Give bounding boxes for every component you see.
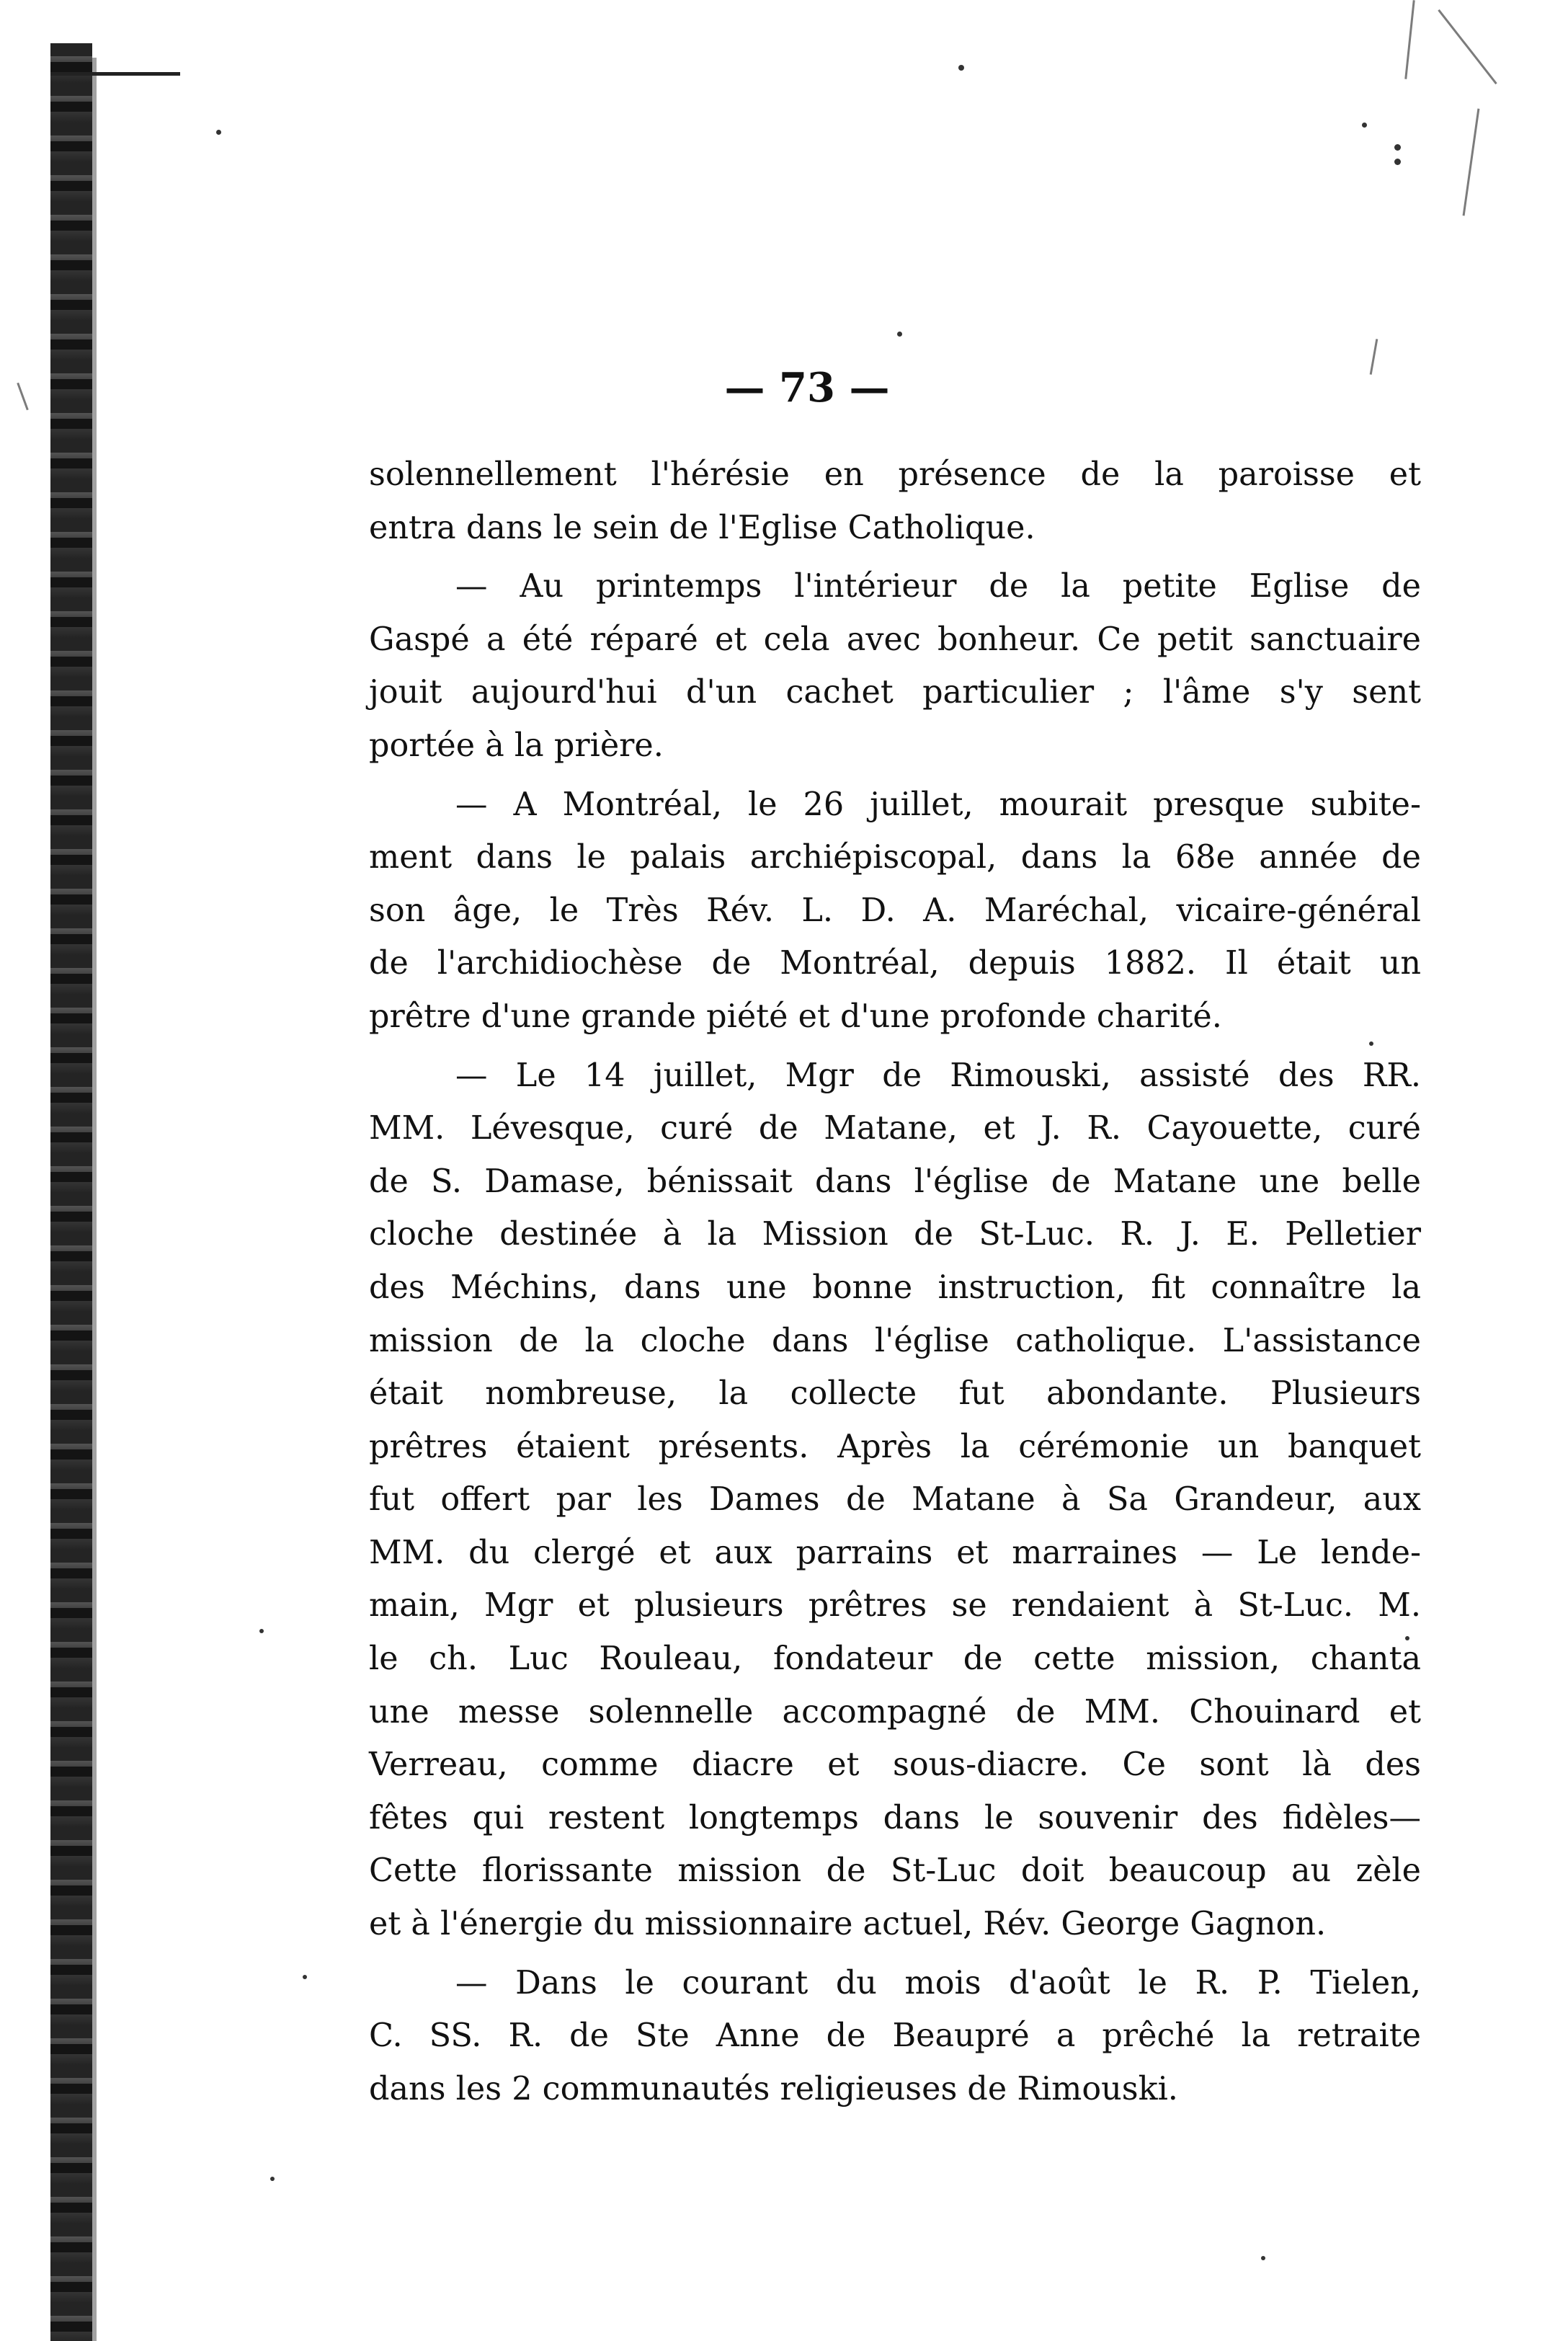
text-line: mission de la cloche dans l'église catholique. L'assistance (369, 1322, 1421, 1359)
text-line: une messe solennelle accompagné de MM. Chouinard et (369, 1693, 1421, 1731)
text-line: — Le 14 juillet, Mgr de Rimouski, assisté des RR. (455, 1057, 1421, 1094)
scan-speck (216, 130, 221, 135)
text-line: entra dans le sein de l'Eglise Catholique. (369, 509, 1035, 546)
text-line: prêtre d'une grande piété et d'une profonde charité. (369, 998, 1222, 1035)
text-line: des Méchins, dans une bonne instruction, fit connaître la (369, 1269, 1421, 1306)
scan-speck (1394, 144, 1401, 151)
text-line: — Au printemps l'intérieur de la petite Eglise de (455, 568, 1421, 605)
text-line: solennellement l'hérésie en présence de la paroisse et (369, 456, 1421, 493)
scan-speck (303, 1975, 307, 1979)
text-line: son âge, le Très Rév. L. D. A. Maréchal, vicaire-général (369, 892, 1421, 929)
text-line: de l'archidiochèse de Montréal, depuis 1882. Il était un (369, 945, 1421, 982)
top-rule (50, 72, 180, 76)
text-line: C. SS. R. de Ste Anne de Beaupré a prêché la retraite (369, 2017, 1421, 2055)
scan-scratch (1463, 109, 1480, 216)
paragraph (369, 448, 1421, 554)
text-line: de S. Damase, bénissait dans l'église de Matane une belle (369, 1163, 1421, 1200)
paragraph (369, 1957, 1421, 2116)
scan-speck (1362, 123, 1367, 128)
text-line: — A Montréal, le 26 juillet, mourait presque subite- (455, 786, 1421, 823)
text-line: Gaspé a été réparé et cela avec bonheur. Ce petit sanctuaire (369, 621, 1421, 658)
text-line: jouit aujourd'hui d'un cachet particulier ; l'âme s'y sent (369, 674, 1421, 711)
page-number: — 73 — (724, 364, 890, 412)
scan-speck (1261, 2256, 1265, 2260)
text-line: — Dans le courant du mois d'août le R. P. Tielen, (455, 1964, 1421, 2002)
scan-speck (1394, 159, 1401, 165)
text-line: était nombreuse, la collecte fut abondante. Plusieurs (369, 1375, 1421, 1413)
text-line: fêtes qui restent longtemps dans le souvenir des fidèles— (369, 1799, 1421, 1836)
text-line: dans les 2 communautés religieuses de Rimouski. (369, 2070, 1178, 2107)
scan-speck (259, 1629, 264, 1633)
text-line: main, Mgr et plusieurs prêtres se rendaient à St-Luc. M. (369, 1587, 1421, 1625)
text-line: Verreau, comme diacre et sous-diacre. Ce sont là des (369, 1746, 1421, 1784)
text-line: et à l'énergie du missionnaire actuel, Rév. George Gagnon. (369, 1906, 1327, 1943)
body-text (369, 448, 1421, 2115)
paragraph (369, 560, 1421, 772)
text-line: prêtres étaient présents. Après la cérémonie un banquet (369, 1428, 1421, 1465)
text-line: le ch. Luc Rouleau, fondateur de cette mission, chanta (369, 1640, 1421, 1678)
text-line: Cette florissante mission de St-Luc doit beaucoup au zèle (369, 1852, 1421, 1890)
scan-speck (897, 332, 902, 337)
text-line: fut offert par les Dames de Matane à Sa Grandeur, aux (369, 1481, 1421, 1519)
paragraph (369, 778, 1421, 1044)
text-line: ment dans le palais archiépiscopal, dans la 68e année de (369, 839, 1421, 876)
text-line: MM. du clergé et aux parrains et marraines — Le lende- (369, 1534, 1421, 1571)
scan-speck (958, 65, 964, 71)
text-line: MM. Lévesque, curé de Matane, et J. R. Cayouette, curé (369, 1110, 1421, 1147)
scan-scratch (1438, 9, 1497, 84)
text-line: cloche destinée à la Mission de St-Luc. R. J. E. Pelletier (369, 1216, 1421, 1253)
scan-speck (270, 2177, 275, 2181)
paragraph (369, 1049, 1421, 1951)
scan-scratch (1404, 0, 1415, 79)
text-line: portée à la prière. (369, 727, 664, 764)
